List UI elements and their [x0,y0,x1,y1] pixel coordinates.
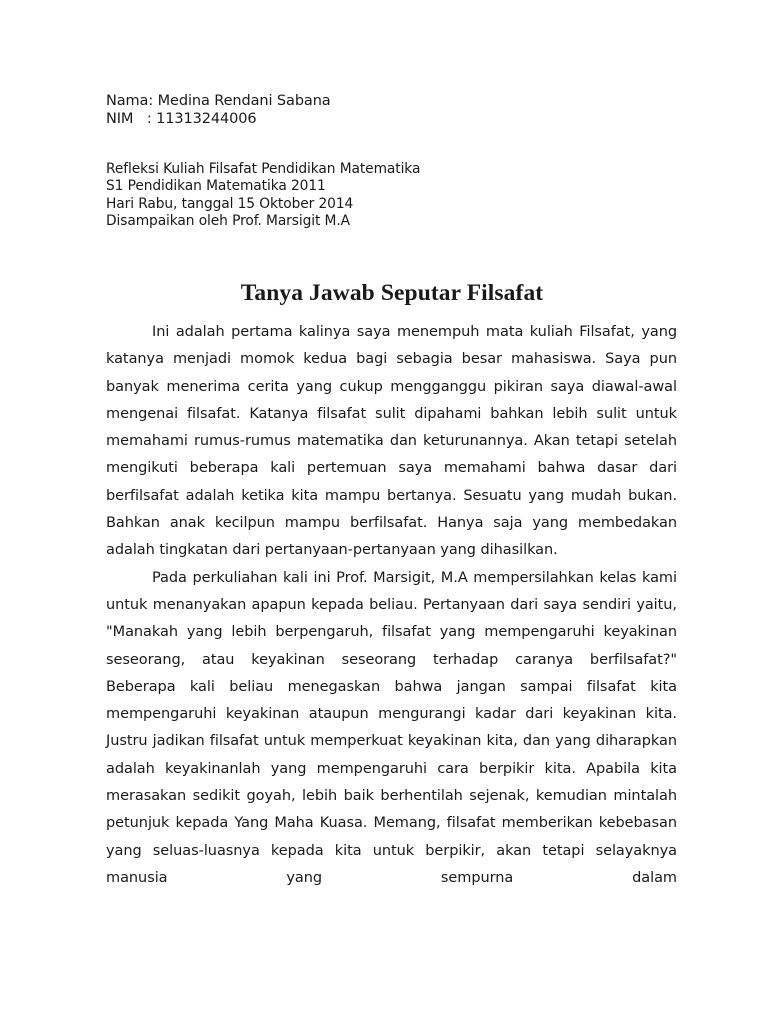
course-info [106,161,420,230]
lecture-date: Hari Rabu, tanggal 15 Oktober 2014 [106,195,354,212]
study-program: S1 Pendidikan Matematika 2011 [106,178,326,195]
student-name: Nama: Medina Rendani Sabana [106,93,331,109]
course-title: Refleksi Kuliah Filsafat Pendidikan Matematika [106,161,421,177]
body-paragraph: Pada perkuliahan kali ini Prof. Marsigit, M.A mempersilahkan kelas kami untuk menanyakan apapun kepada beliau. Pertanyaan dari saya sendiri yaitu, "Manakah yang lebih berpengaruh, filsafat yang mempengaruhi keyakinan seseorang, atau keyakinan seseorang terhadap caranya berfilsafat?" Beberapa kali beliau menegaskan bahwa jangan sampai filsafat kita mempengaruhi keyakinan ataupun mengurangi kadar dari keyakinan kita. Justru jadikan filsafat untuk memperkuat keyakinan kita, dan yang diharapkan adalah keyakinanlah yang mempengaruhi cara berpikir kita. Apabila kita merasakan sedikit goyah, lebih baik berhentilah sejenak, kemudian mintalah petunjuk kepada Yang Maha Kuasa. Memang, filsafat memberikan kebebasan yang seluas-luasnya kepada kita untuk berpikir, akan tetapi selayaknya manusia yang sempurna dalam [106,569,677,886]
student-identity [106,93,331,128]
student-nim: NIM : 11313244006 [106,110,257,127]
body-paragraph: Ini adalah pertama kalinya saya menempuh mata kuliah Filsafat, yang katanya menjadi momok kedua bagi sebagia besar mahasiswa. Saya pun banyak menerima cerita yang cukup mengganggu pikiran saya diawal-awal mengenai filsafat. Katanya filsafat sulit dipahami bahkan lebih sulit untuk memahami rumus-rumus matematika dan keturunannya. Akan tetapi setelah mengikuti beberapa kali pertemuan saya memahami bahwa dasar dari berfilsafat adalah ketika kita mampu bertanya. Sesuatu yang mudah bukan. Bahkan anak kecilpun mampu berfilsafat. Hanya saja yang membedakan adalah tingkatan dari pertanyaan-pertanyaan yang dihasilkan. [106,324,677,559]
lecturer-line: Disampaikan oleh Prof. Marsigit M.A [106,212,350,229]
document-title: Tanya Jawab Seputar Filsafat [240,280,544,306]
document-body [106,319,677,892]
